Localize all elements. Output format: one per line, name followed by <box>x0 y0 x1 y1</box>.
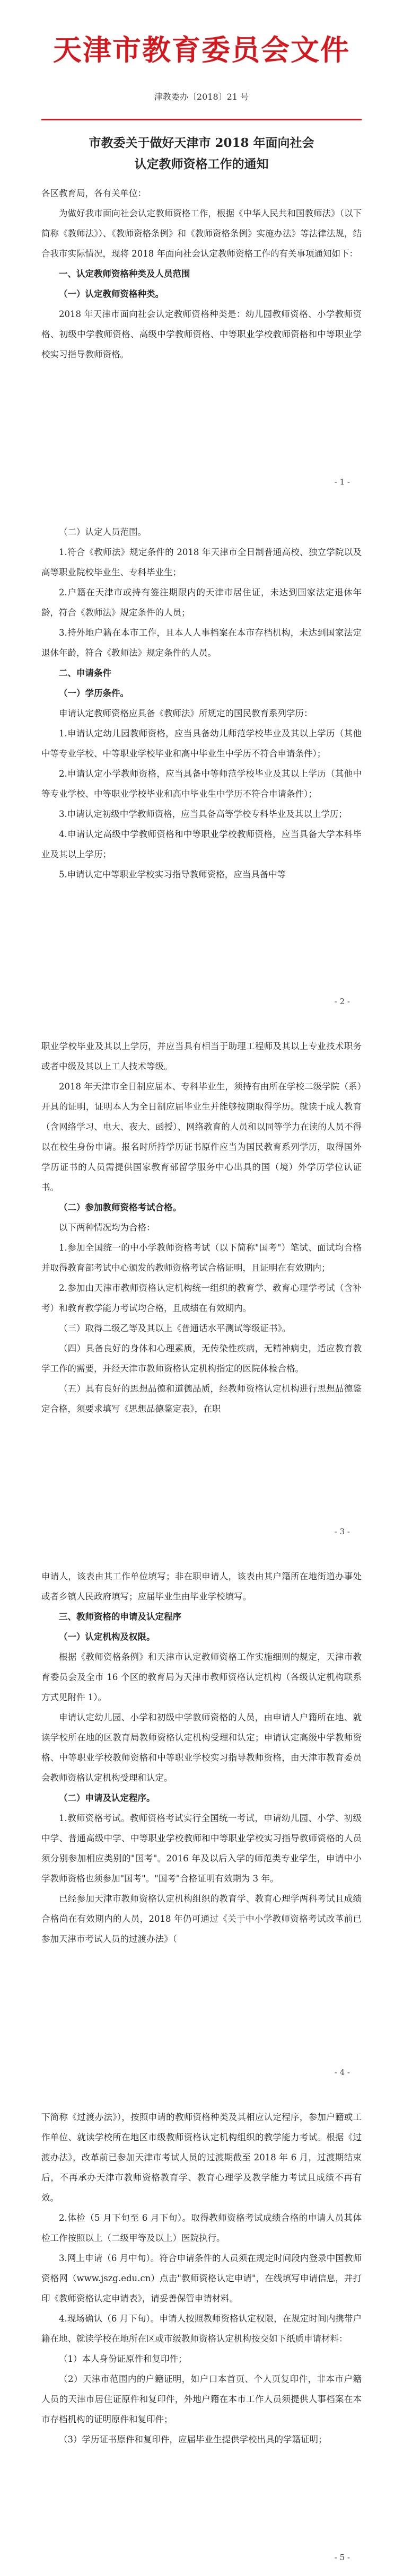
paragraph: 1.教师资格考试。教师资格考试实行全国统一考试，申请幼儿园、小学、初级中学、普通高级中学、中等职业学校教师和中等职业学校实习指导教师资格的人员须分别参加相应类别的"国考"。2016 年及以后入学的师范类专业学生，申请中小学教师资格也须参加"国考"。"国考"合格证明有效期为 3 年。 <box>41 1813 362 1884</box>
paragraph: 2.申请认定小学教师资格，应当具备中等师范学校毕业及其以上学历（其他中等专业学校、中等职业学校毕业和高中毕业生中学历不符合申请条件）； <box>41 769 362 799</box>
paragraph: 3.申请认定初级中学教师资格，应当具备高等学校专科毕业及其以上学历； <box>59 809 347 819</box>
paragraph: 下简称《过渡办法》），按照申请的教师资格种类及其相应认定程序，参加户籍或工作单位、就读学校所在地区市级教师资格认定机构组织的教学能力考试。根据《过渡办法》，改革前已参加天津市考试人员的过渡期截至 2018 年 6 月，过渡期结束后，不再承办天津市教师资格教育学、教育心理学及教学能力考试且成绩不再有效。 <box>41 2112 362 2203</box>
paragraph: 1.申请认定幼儿园教师资格，应当具备幼儿师范学校毕业及其以上学历（其他中等专业学校、中等职业学校毕业和高中毕业生中学历不符合申请条件）； <box>41 728 362 759</box>
subsection-heading: （二）参加教师资格考试合格。 <box>59 1202 181 1212</box>
page-1-body <box>0 133 403 365</box>
page-number: - 5 - <box>334 2553 350 2562</box>
page-3 <box>0 1036 403 1419</box>
page-1 <box>0 21 403 102</box>
notice-title-line-2: 认定教师资格工作的通知 <box>134 157 269 171</box>
list-item: （3）学历证书原件和复印件，应届毕业生提供学校出具的学籍证明； <box>59 2434 327 2445</box>
paragraph: 2.户籍在天津市或持有签注期限内的天津市居住证，未达到国家法定退休年龄，符合《教师法》规定条件的人员； <box>41 587 362 618</box>
notice-title-line-1: 市教委关于做好天津市 2018 年面向社会 <box>89 136 314 150</box>
page-number: - 4 - <box>334 2068 350 2077</box>
page-number: - 3 - <box>334 1527 350 1536</box>
greeting: 各区教育局，各有关单位： <box>41 188 146 198</box>
list-item: （2）天津市范围内的户籍证明，如户口本首页、个人页复印件，非本市户籍人员的天津市居住证原件和复印件，外地户籍在本市工作人员须提供人事档案在本市存档机构的证明原件和复印件； <box>41 2374 362 2424</box>
paragraph: 申请认定教师资格应具备《教师法》所规定的国民教育系列学历： <box>59 708 313 718</box>
section-heading-2: 二、申请条件 <box>59 668 111 678</box>
intro-paragraph: 为做好我市面向社会认定教师资格工作，根据《中华人民共和国教师法》（以下简称《教师法》）、《教师资格条例》和《教师资格条例》实施办法》等法律法规，结合我市实际情况，现将 2018 年面向社会认定教师资格工作的有关事项通知如下： <box>41 208 362 259</box>
paragraph: （四）具备良好的身体和心理素质，无传染性疾病，无精神病史，适应教育教学工作的需要，并经天津市教师资格认定机构指定的医院体检合格。 <box>41 1343 362 1374</box>
paragraph: 3.持外地户籍在本市工作，且本人人事档案在本市存档机构，未达到国家法定退休年龄，符合《教师法》规定条件的人员。 <box>41 628 362 658</box>
paragraph: 以下两种情况均为合格： <box>59 1223 155 1233</box>
page-5 <box>0 2107 403 2450</box>
paragraph: 职业学校毕业及其以上学历，并应当具有相当于助理工程师及其以上专业技术职务或者中级及其以上工人技术等级。 <box>41 1041 362 1071</box>
page-number: - 1 - <box>334 477 350 487</box>
section-heading-3: 三、教师资格的申请及认定程序 <box>59 1612 181 1622</box>
paragraph: 申请人，该表由其工作单位填写；非在职申请人，该表由其户籍所在地街道办事处或者乡镇人民政府填写；应届毕业生由毕业学校填写。 <box>41 1571 362 1602</box>
list-item: （1）本人身份证原件和复印件； <box>59 2354 187 2364</box>
subsection-heading: （一）认定教师资格种类。 <box>59 289 164 299</box>
section-heading-1: 一、认定教师资格种类及人员范围 <box>59 269 190 279</box>
paragraph: 申请认定幼儿园、小学和初级中学教师资格的人员，由申请人户籍所在地、就读学校所在地的区教育局教师资格认定机构受理和认定；申请认定高级中学教师资格、中等职业学校教师资格和中等职业学校实习指导教师资格，由天津市教育委员会教师资格认定机构受理和认定。 <box>41 1712 362 1783</box>
paragraph: 4.现场确认（6 月下旬）。申请人按照教师资格认定权限，在规定时间内携带户籍在地、就读学校在地所在区或市级教师资格认定机构按交如下纸质申请材料： <box>41 2314 362 2344</box>
document-issuer-title: 天津市教育委员会文件 <box>53 33 350 67</box>
paragraph: （五）具有良好的思想品德和道德品质，经教师资格认定机构进行思想品德鉴定合格，须要求填写《思想品德鉴定表》，在职 <box>41 1384 362 1414</box>
paragraph: 已经参加天津市教师资格认定机构组织的教育学、教育心理学两科考试且成绩合格尚在有效期内的人员，2018 年仍可通过《关于中小学教师资格考试改革前已参加天津市考试人员的过渡办法》（ <box>41 1894 362 1944</box>
document-number: 津教委办〔2018〕21 号 <box>154 92 249 102</box>
paragraph: 1.符合《教师法》规定条件的 2018 年天津市全日制普通高校、独立学院以及高等职业院校毕业生、专科毕业生； <box>41 547 362 577</box>
subsection-heading: （二）认定人员范围。 <box>59 527 146 537</box>
page-2 <box>0 522 403 885</box>
paragraph: 1.参加全国统一的中小学教师资格考试（以下简称"国考"）笔试、面试均合格并取得教育部考试中心颁发的教师资格考试合格证明，且证明在有效期内； <box>41 1243 362 1273</box>
paragraph: 2018 年天津市全日制应届本、专科毕业生，须持有由所在学校二级学院（系）开具的证明，证明本人为全日制应届毕业生并能够按期取得学历。就读于成人教育（含网络学习、电大、夜大、函授）、网络教育的人员和以同等学力在读的人员不得以在校生身份申请。报名时所持学历证书原件应当为国民教育系列学历，取得国外学历证书的人员需提供国家教育部留学服务中心出具的国（境）外学历学位认证书。 <box>41 1082 362 1192</box>
paragraph: 2.体检（5 月下旬至 6 月下旬）。取得教师资格考试成绩合格的申请人员其体检工作按照以上（二级甲等及以上）医院执行。 <box>41 2213 362 2243</box>
paragraph: 2018 年天津市面向社会认定教师资格种类是：幼儿园教师资格、小学教师资格、初级中学教师资格、高级中学教师资格、中等职业学校教师资格和中等职业学校实习指导教师资格。 <box>41 309 362 359</box>
paragraph: 5.申请认定中等职业学校实习指导教师资格，应当具备中等 <box>59 869 286 880</box>
paragraph: （三）取得二级乙等及其以上《普通话水平测试等级证书》。 <box>59 1323 291 1333</box>
paragraph: 2.参加由天津市教师资格认定机构统一组织的教育学、教育心理学考试（含补考）和教育教学能力考试均合格，且成绩在有效期内。 <box>41 1283 362 1313</box>
paragraph: 3.网上申请（6 月中旬）。符合申请条件的人员须在规定时间段内登录中国教师资格网（www.jszg.edu.cn）点击"教师资格认定申请"，在线填写申请信息，并打印《教师资格认定申请表》，请妥善保管申请材料。 <box>41 2253 362 2304</box>
page-number: - 2 - <box>334 997 350 1006</box>
paragraph: 4.申请认定高级中学教师资格和中等职业学校教师资格，应当具备大学本科毕业及其以上学历； <box>41 829 362 859</box>
page-4 <box>0 1567 403 1949</box>
subsection-heading: （一）学历条件。 <box>59 688 129 698</box>
paragraph: 根据《教师资格条例》和天津市认定教师资格工作实施细则的规定，天津市教育委员会及全市 16 个区的教育局为天津市教师资格认定机构（各级认定机构联系方式见附件 1）。 <box>41 1652 362 1702</box>
subsection-heading: （一）认定机构及权限。 <box>59 1632 155 1642</box>
red-divider-line <box>41 119 362 120</box>
subsection-heading: （二）申请及认定程序。 <box>59 1793 155 1803</box>
